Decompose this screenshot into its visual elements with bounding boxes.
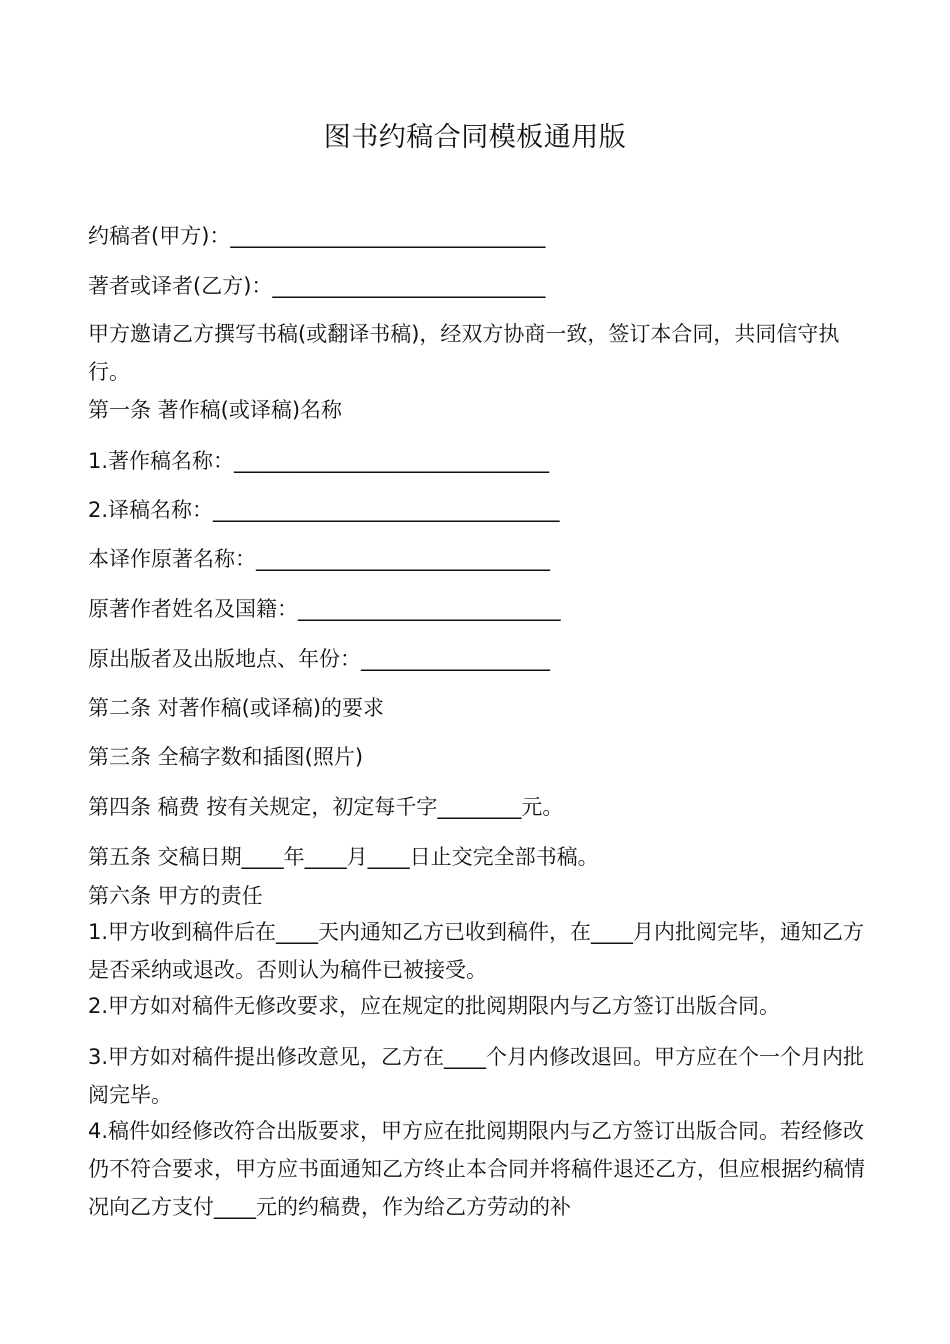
article-6-item-3: 3.甲方如对稿件提出修改意见，乙方在____个月内修改退回。甲方应在个一个月内批阅完毕。: [88, 1045, 865, 1107]
article-6-item-4: 4.稿件如经修改符合出版要求，甲方应在批阅期限内与乙方签订出版合同。若经修改仍不符合要求，甲方应书面通知乙方终止本合同并将稿件退还乙方，但应根据约稿情况向乙方支付____元的约稿费，作为给乙方劳动的补: [88, 1119, 865, 1219]
article-4-heading: 第四条 稿费 按有关规定，初定每千字________元。: [88, 795, 564, 819]
article-6-item-2: 2.甲方如对稿件无修改要求，应在规定的批阅期限内与乙方签订出版合同。: [88, 994, 781, 1018]
article-1-heading: 第一条 著作稿(或译稿)名称: [88, 398, 343, 422]
party-a-line: 约稿者(甲方)：______________________________: [88, 224, 546, 248]
original-author-line: 原著作者姓名及国籍：_________________________: [88, 597, 561, 621]
intro-paragraph: 甲方邀请乙方撰写书稿(或翻译书稿)，经双方协商一致，签订本合同，共同信守执行。: [88, 322, 840, 384]
article-6-item-1: 1.甲方收到稿件后在____天内通知乙方已收到稿件，在____月内批阅完毕，通知乙方是否采纳或退改。否则认为稿件已被接受。: [88, 920, 865, 982]
original-publisher-line: 原出版者及出版地点、年份：__________________: [88, 647, 550, 671]
article-5-heading: 第五条 交稿日期____年____月____日止交完全部书稿。: [88, 845, 599, 869]
document-title: 图书约稿合同模板通用版: [323, 122, 627, 153]
work-name-line: 1.著作稿名称：______________________________: [88, 449, 550, 473]
translation-name-line: 2.译稿名称：_________________________________: [88, 498, 560, 522]
original-title-line: 本译作原著名称：____________________________: [88, 547, 550, 571]
article-6-heading: 第六条 甲方的责任: [88, 884, 263, 908]
article-2-heading: 第二条 对著作稿(或译稿)的要求: [88, 696, 385, 720]
party-b-line: 著者或译者(乙方)：__________________________: [88, 274, 546, 298]
article-3-heading: 第三条 全稿字数和插图(照片): [88, 745, 364, 769]
